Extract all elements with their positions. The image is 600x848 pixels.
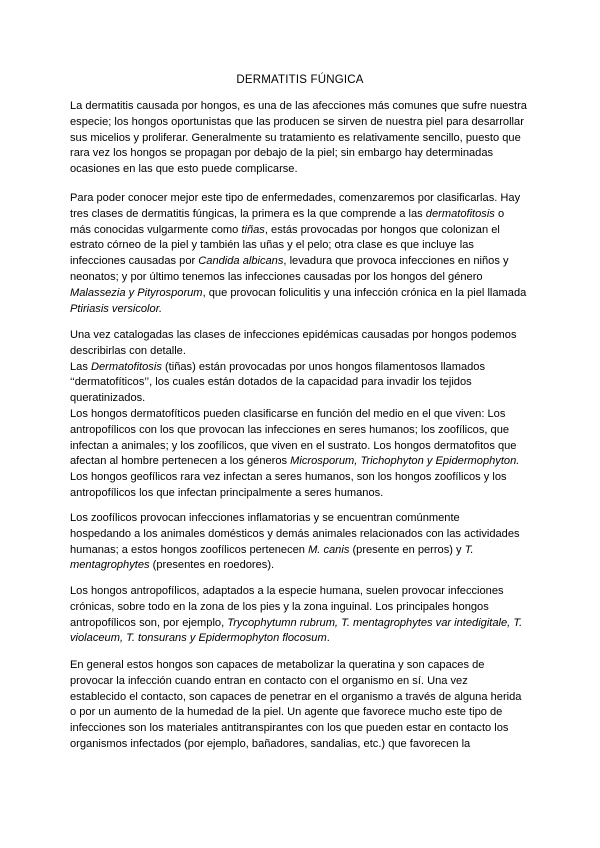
text-line bbox=[70, 223, 534, 239]
text-line bbox=[70, 328, 534, 344]
text-run: más conocidas vulgarmente como bbox=[70, 223, 242, 236]
text-line bbox=[70, 360, 534, 376]
italic-term: Dermatofitosis bbox=[90, 360, 162, 373]
text-line bbox=[70, 146, 534, 162]
text-run: o por un aumento de la humedad de la piel. Un agente que favorece mucho este tipo de bbox=[70, 706, 503, 719]
text-run: antropofílicos son, por ejemplo, bbox=[70, 616, 228, 629]
text-line bbox=[70, 486, 534, 502]
italic-term: tiñas bbox=[241, 223, 265, 236]
text-line bbox=[70, 511, 534, 527]
italic-term: dermatofitosis bbox=[425, 207, 495, 220]
text-run: Los hongos geofílicos rara vez infectan a seres humanos, son los hongos zoofílicos y los bbox=[70, 471, 507, 484]
italic-term: Trycophytumn rubrum, T. mentagrophytes var intedigitale, T. bbox=[227, 616, 523, 629]
text-run: provocar la infección cuando entran en contacto con el organismo en sí. Una vez bbox=[70, 674, 468, 687]
text-line bbox=[70, 674, 534, 690]
text-run: sus micelios y proliferar. Generalmente su tratamiento es relativamente sencillo, puesto que bbox=[70, 131, 521, 144]
text-run: (presentes en roedores). bbox=[149, 559, 275, 572]
document-title: DERMATITIS FÚNGICA bbox=[236, 74, 364, 86]
text-run: estrato córneo de la piel y también las uñas y el pelo; otra clase es que incluye las bbox=[70, 239, 474, 252]
italic-term: M. canis bbox=[308, 543, 350, 556]
text-run: establecido el contacto, son capaces de penetrar en el organismo a través de alguna herida bbox=[70, 690, 522, 703]
text-run: En general estos hongos son capaces de metabolizar la queratina y son capaces de bbox=[70, 659, 485, 671]
text-run: infectan a animales; y los zoofílicos, que viven en el sustrato. Los hongos dermatofitos que bbox=[70, 439, 517, 452]
text-run: neonatos; y por último tenemos las infecciones causadas por los hongos del género bbox=[70, 270, 483, 283]
text-run: Para poder conocer mejor este tipo de enfermedades, comenzaremos por clasificarlas. Hay bbox=[70, 192, 521, 204]
text-run: o bbox=[494, 207, 505, 220]
paragraph-1 bbox=[70, 99, 534, 178]
text-line bbox=[70, 191, 534, 207]
text-run: , levadura que provoca infecciones en niños y bbox=[283, 255, 509, 268]
text-run: Los hongos antropofílicos, adaptados a la especie humana, suelen provocar infecciones bbox=[70, 585, 504, 597]
paragraph-3 bbox=[70, 328, 534, 502]
text-run: Las bbox=[70, 360, 91, 373]
text-line bbox=[70, 99, 534, 115]
text-run: infecciones causadas por bbox=[70, 255, 199, 268]
italic-term: Ptiriasis versicolor. bbox=[70, 302, 163, 315]
paragraph-6 bbox=[70, 658, 534, 753]
text-run: Los hongos dermatofíticos pueden clasificarse en función del medio en el que viven: Los bbox=[70, 407, 506, 420]
text-line bbox=[70, 439, 534, 455]
text-line bbox=[70, 375, 534, 391]
text-run: (tiñas) están provocadas por unos hongos filamentosos llamados bbox=[161, 360, 486, 373]
text-line bbox=[70, 616, 534, 632]
text-line bbox=[70, 270, 534, 286]
text-run: Los zoofílicos provocan infecciones inflamatorias y se encuentran comúnmente bbox=[70, 512, 460, 524]
text-line bbox=[70, 238, 534, 254]
text-line bbox=[70, 162, 534, 178]
text-line bbox=[70, 584, 534, 600]
text-run: rara vez los hongos se propagan por debajo de la piel; sin embargo hay determinadas bbox=[70, 147, 494, 160]
text-line bbox=[70, 344, 534, 360]
text-line bbox=[70, 207, 534, 223]
text-run: antropofílicos con los que provocan las infecciones en seres humanos; los zoofílicos, que bbox=[70, 423, 510, 436]
text-run: ocasiones en las que esto puede complicarse. bbox=[70, 163, 298, 176]
text-line bbox=[70, 690, 534, 706]
text-line bbox=[70, 470, 534, 486]
text-run: queratinizados. bbox=[70, 392, 146, 405]
text-run: Una vez catalogadas las clases de infecciones epidémicas causadas por hongos podemos bbox=[70, 329, 517, 341]
text-run: ‘‘dermatofíticos’’, los cuales están dotados de la capacidad para invadir los tejidos bbox=[70, 376, 472, 389]
text-run: infecciones son los materiales antitranspirantes con los que pueden estar en contacto los bbox=[70, 722, 509, 735]
text-line bbox=[70, 527, 534, 543]
text-run: tres clases de dermatitis fúngicas, la primera es la que comprende a las bbox=[70, 207, 426, 220]
text-run: . bbox=[326, 632, 330, 645]
italic-term: Microsporum, Trichophyton y Epidermophyton. bbox=[290, 455, 520, 468]
text-line bbox=[70, 115, 534, 131]
text-line bbox=[70, 631, 534, 647]
text-line bbox=[70, 131, 534, 147]
italic-term: Candida albicans bbox=[198, 255, 284, 268]
text-line bbox=[70, 600, 534, 616]
text-run: crónicas, sobre todo en la zona de los pies y la zona inguinal. Los principales hongos bbox=[70, 600, 489, 613]
text-line bbox=[70, 558, 534, 574]
text-line bbox=[70, 302, 534, 318]
text-line bbox=[70, 658, 534, 674]
text-line bbox=[70, 705, 534, 721]
italic-term: violaceum, T. tonsurans y Epidermophyton flocosum bbox=[70, 632, 327, 645]
paragraph-2 bbox=[70, 191, 534, 317]
text-line bbox=[70, 286, 534, 302]
text-line bbox=[70, 721, 534, 737]
text-line bbox=[70, 391, 534, 407]
italic-term: T. bbox=[464, 543, 474, 556]
text-run: humanas; a estos hongos zoofílicos pertenecen bbox=[70, 543, 309, 556]
text-line bbox=[70, 407, 534, 423]
text-line bbox=[70, 423, 534, 439]
text-run: antropofílicos los que infectan principalmente a seres humanos. bbox=[70, 486, 384, 499]
paragraph-5 bbox=[70, 584, 534, 647]
text-run: , estás provocadas por hongos que colonizan el bbox=[264, 223, 500, 236]
text-run: , que provocan foliculitis y una infección crónica en la piel llamada bbox=[202, 286, 527, 299]
text-run: (presente en perros) y bbox=[349, 543, 465, 556]
text-line bbox=[70, 254, 534, 270]
text-line bbox=[70, 737, 534, 753]
text-run: hospedando a los animales domésticos y demás animales relacionados con las actividades bbox=[70, 527, 520, 540]
paragraph-4 bbox=[70, 511, 534, 574]
text-run: afectan al hombre pertenecen a los géneros bbox=[70, 455, 291, 468]
text-run: La dermatitis causada por hongos, es una de las afecciones más comunes que sufre nuestra bbox=[70, 100, 527, 112]
text-run: especie; los hongos oportunistas que las producen se sirven de nuestra piel para desarrollar bbox=[70, 115, 524, 128]
text-line bbox=[70, 543, 534, 559]
text-run: describirlas con detalle. bbox=[70, 344, 186, 357]
text-line bbox=[70, 454, 534, 470]
text-run: organismos infectados (por ejemplo, bañadores, sandalias, etc.) que favorecen la bbox=[70, 737, 471, 750]
italic-term: mentagrophytes bbox=[70, 559, 150, 572]
italic-term: Malassezia y Pityrosporum bbox=[70, 286, 203, 299]
